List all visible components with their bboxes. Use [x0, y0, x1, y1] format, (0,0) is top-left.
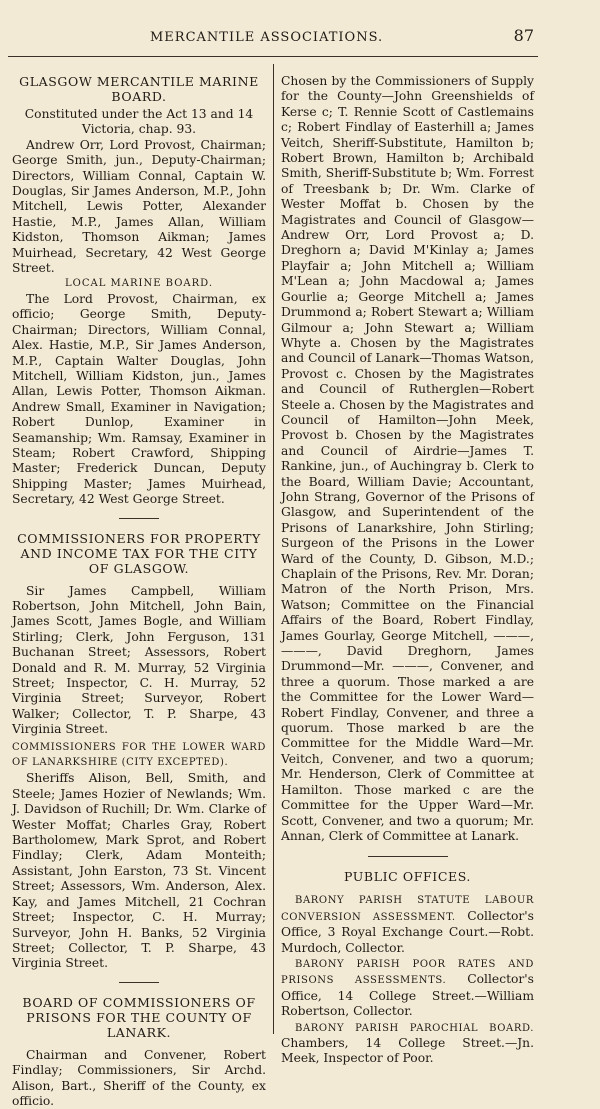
- left-column: [12, 74, 266, 1109]
- prisons-board-continued: Chosen by the Commissioners of Supply for the County—John Greenshields of Kerse c; T. Rennie Scott of Castlemains c; Robert Findlay of Easterhill a; James Veitch, Sheriff-Substitute, Hamilton b; Robert Brown, Hamilton b; Archibald Smith, Sheriff-Substitute b; Wm. Forrest of Treesbank b; Dr. Wm. Clarke of Wester Moffat b. Chosen by the Magistrates and Council of Glasgow—Andrew Orr, Lord Provost a; D. Dreghorn a; David M'Kinlay a; James Playfair a; John Mitchell a; William M'Lean a; John Macdowal a; James Gourlie a; George Mitchell a; James Drummond a; Robert Stewart a; William Gilmour a; John Stewart a; William Whyte a. Chosen by the Magistrates and Council of Lanark—Thomas Watson, Provost c. Chosen by the Magistrates and Council of Rutherglen—Robert Steele a. Chosen by the Magistrates and Council of Hamilton—John Meek, Provost b. Chosen by the Magistrates and Council of Airdrie—James T. Rankine, jun., of Auchingray b. Clerk to the Board, William Davie; Accountant, John Strang, Governor of the Prisons of Glasgow, and Superintendent of the Prisons of Lanarkshire, John Stirling; Surgeon of the Prisons in the Lower Ward of the County, D. Gibson, M.D.; Chaplain of the Prisons, Rev. Mr. Doran; Matron of the North Prison, Mrs. Watson; Committee on the Financial Affairs of the Board, Robert Findlay, James Gourlay, George Mitchell, ———, ———, David Dreghorn, James Drummond—Mr. ———, Convener, and three a quorum. Those marked a are the Committee for the Lower Ward—Robert Findlay, Convener, and three a quorum. Those marked b are the Committee for the Middle Ward—Mr. Veitch, Convener, and two a quorum; Mr. Henderson, Clerk of Committee at Hamilton. Those marked c are the Committee for the Upper Ward—Mr. Scott, Convener, and two a quorum; Mr. Annan, Clerk of Committee at Lanark.: [281, 74, 534, 843]
- tax-commissioners-text: Sir James Campbell, William Robertson, John Mitchell, John Bain, James Scott, James Bogle, and William Stirling; Clerk, John Ferguson, 131 Buchanan Street; Assessors, Robert Donald and R. M. Murray, 52 Virginia Street; Inspector, C. H. Murray, 52 Virginia Street; Surveyor, Robert Walker; Collector, T. P. Sharpe, 43 Virginia Street.: [12, 583, 266, 737]
- public-office-name: BARONY PARISH STATUTE LABOUR CONVERSION ASSESSMENT.: [281, 895, 534, 923]
- public-office-entry: [281, 1020, 534, 1067]
- page-number: 87: [513, 26, 534, 45]
- public-office-entry: [281, 892, 534, 956]
- public-office-text: Collector's Office, 3 Royal Exchange Court.—Robt. Murdoch, Collector.: [281, 908, 534, 955]
- public-office-name: BARONY PARISH POOR RATES AND PRISONS ASSESSMENTS.: [281, 958, 534, 987]
- column-divider: [273, 64, 274, 1034]
- prisons-board-heading: BOARD OF COMMISSIONERS OF PRISONS FOR THE COUNTY OF LANARK.: [22, 994, 256, 1040]
- public-office-text: Collector's Office, 14 College Street.—William Robertson, Collector.: [281, 972, 534, 1019]
- local-marine-board-text: The Lord Provost, Chairman, ex officio; George Smith, Deputy-Chairman; Directors, William Connal, Alex. Hastie, M.P., Sir James Anderson, M.P., Captain Walter Douglas, John Mitchell, William Kidston, jun., James Allan, Lewis Potter, Thomson Aikman. Andrew Small, Examiner in Navigation; Robert Dunlop, Examiner in Seamanship; Wm. Ramsay, Examiner in Steam; Robert Crawford, Shipping Master; Frederick Duncan, Deputy Shipping Master; James Muirhead, Secretary, 42 West George Street.: [12, 291, 266, 507]
- local-marine-board-heading: LOCAL MARINE BOARD.: [64, 278, 214, 290]
- running-head: [0, 26, 600, 50]
- marine-board-heading: GLASGOW MERCANTILE MARINE BOARD.: [19, 74, 259, 104]
- section-separator: [119, 518, 159, 519]
- public-offices-heading: PUBLIC OFFICES.: [344, 869, 471, 885]
- running-title: MERCANTILE ASSOCIATIONS.: [150, 30, 384, 45]
- lower-ward-text: Sheriffs Alison, Bell, Smith, and Steele; James Hozier of Newlands; Wm. J. Davidson of Ruchill; Dr. Wm. Clarke of Wester Moffat; Charles Gray, Robert Bartholomew, Mark Sprot, and Robert Findlay; Clerk, Adam Monteith; Assistant, John Earston, 73 St. Vincent Street; Assessors, Wm. Anderson, Alex. Kay, and James Mitchell, 21 Cochran Street; Inspector, C. H. Murray; Surveyor, John H. Banks, 52 Virginia Street; Collector, T. P. Sharpe, 43 Virginia Street.: [12, 771, 266, 971]
- lower-ward-heading: COMMISSIONERS FOR THE LOWER WARD OF LANARKSHIRE (CITY EXCEPTED).: [12, 741, 266, 769]
- public-office-entry: [281, 956, 534, 1020]
- public-office-text: Chambers, 14 College Street.—Jn. Meek, Inspector of Poor.: [281, 1035, 534, 1066]
- marine-board-members: Andrew Orr, Lord Provost, Chairman; George Smith, jun., Deputy-Chairman; Directors, William Connal, Captain W. Douglas, Sir James Anderson, M.P., John Mitchell, Lewis Potter, Alexander Hastie, M.P., James Allan, William Kidston, Thomson Aikman; James Muirhead, Secretary, 42 West George Street.: [12, 137, 266, 276]
- public-office-name: BARONY PARISH PAROCHIAL BOARD.: [295, 1022, 534, 1034]
- right-column: [281, 74, 534, 1067]
- section-separator: [368, 856, 448, 857]
- header-rule: [8, 56, 538, 57]
- tax-commissioners-heading: COMMISSIONERS FOR PROPERTY AND INCOME TAX FOR THE CITY OF GLASGOW.: [17, 530, 261, 576]
- marine-board-constituted: Constituted under the Act 13 and 14 Victoria, chap. 93.: [24, 107, 254, 137]
- section-separator: [119, 982, 159, 983]
- prisons-board-text: Chairman and Convener, Robert Findlay; Commissioners, Sir Archd. Alison, Bart., Sheriff of the County, ex officio.: [12, 1047, 266, 1108]
